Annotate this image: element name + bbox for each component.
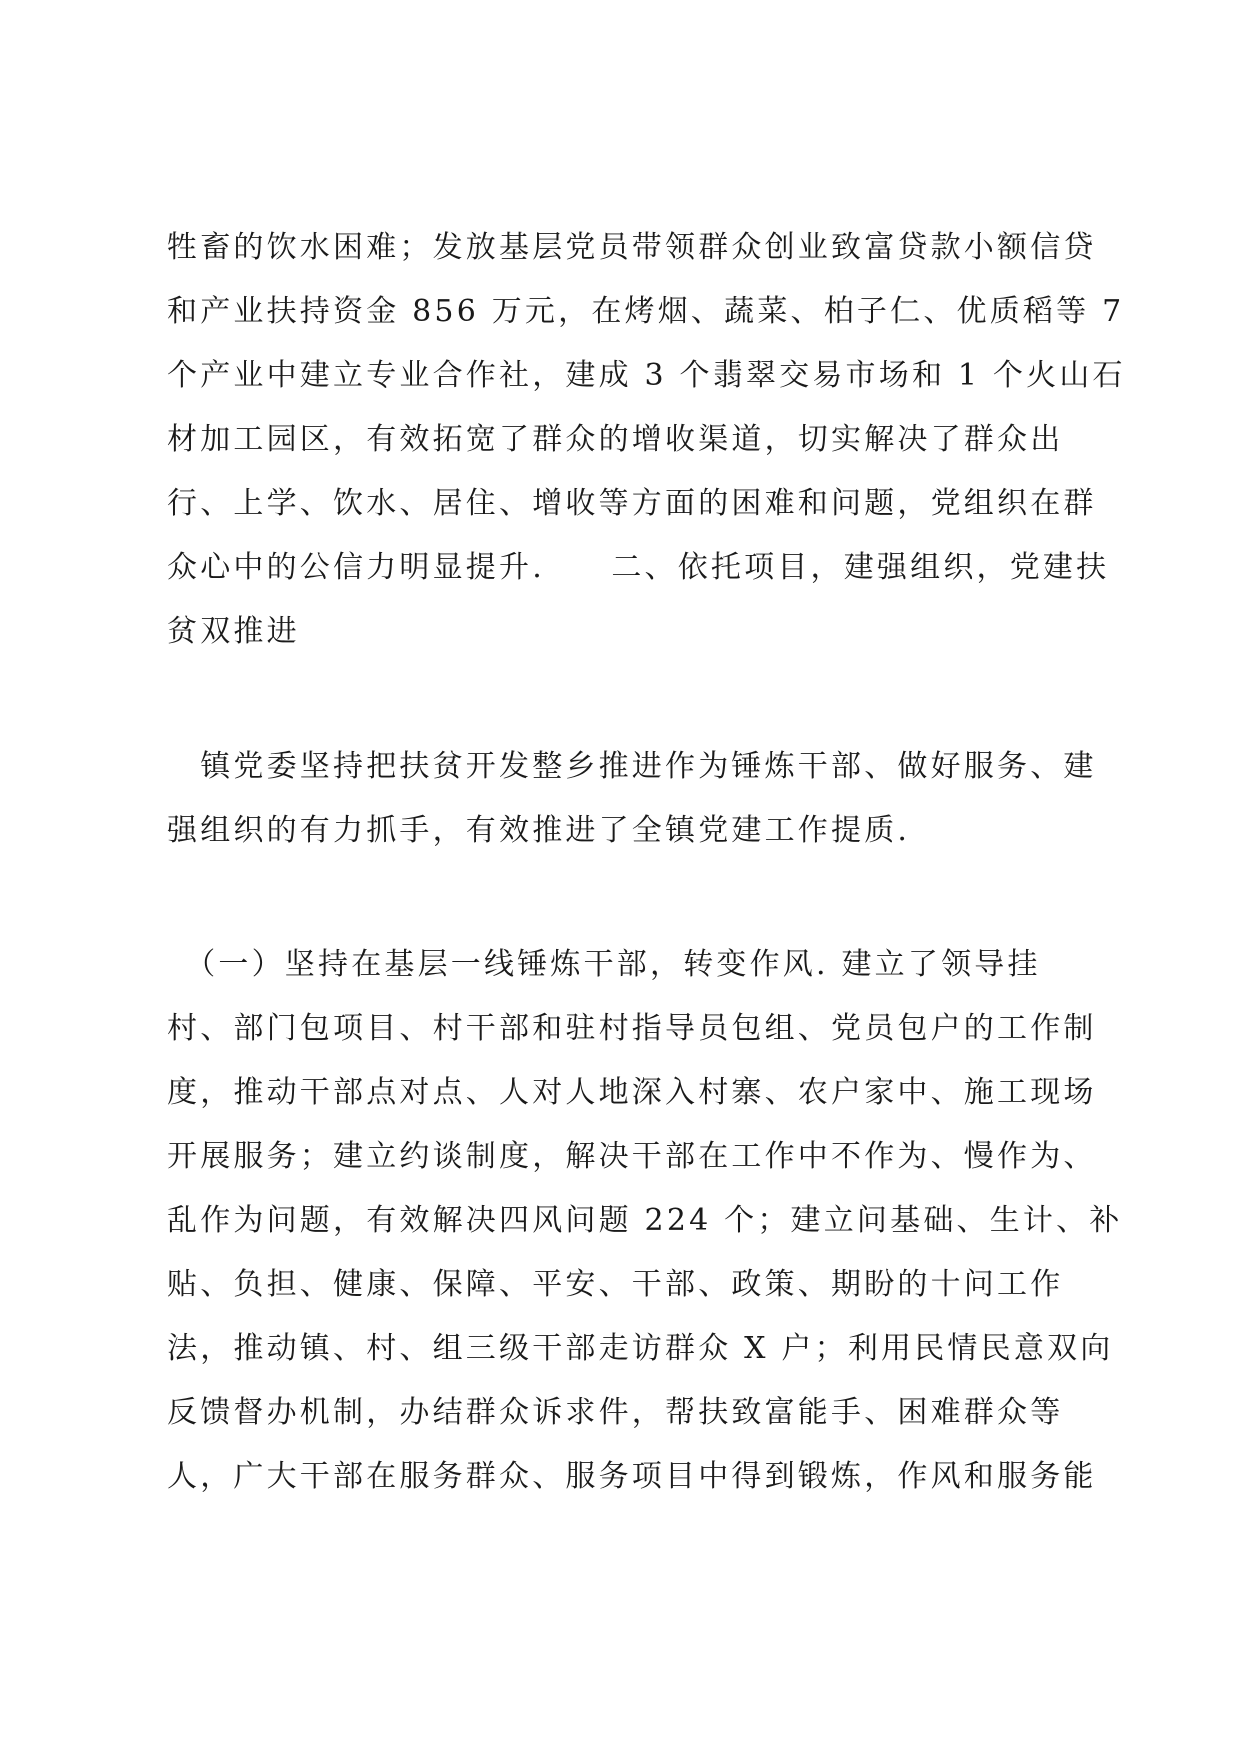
text-line: 贫双推进 <box>167 614 300 649</box>
text-line: 众心中的公信力明显提升. 二、依托项目，建强组织，党建扶 <box>167 550 1110 585</box>
text-line: 材加工园区，有效拓宽了群众的增收渠道，切实解决了群众出 <box>167 422 1064 457</box>
text-line: 强组织的有力抓手，有效推进了全镇党建工作提质. <box>167 813 911 848</box>
text-line: 法，推动镇、村、组三级干部走访群众 X 户；利用民情民意双向 <box>167 1331 1114 1366</box>
text-line: 人，广大干部在服务群众、服务项目中得到锻炼，作风和服务能 <box>167 1459 1097 1494</box>
text-line: 和产业扶持资金 856 万元，在烤烟、蔬菜、柏子仁、优质稻等 7 <box>167 294 1125 329</box>
text-line: 个产业中建立专业合作社，建成 3 个翡翠交易市场和 1 个火山石 <box>167 358 1126 393</box>
text-line: 行、上学、饮水、居住、增收等方面的困难和问题，党组织在群 <box>167 486 1097 521</box>
text-line: 反馈督办机制，办结群众诉求件，帮扶致富能手、困难群众等 <box>167 1395 1064 1430</box>
text-line: 牲畜的饮水困难；发放基层党员带领群众创业致富贷款小额信贷 <box>167 230 1097 265</box>
text-line: 开展服务；建立约谈制度，解决干部在工作中不作为、慢作为、 <box>167 1139 1097 1174</box>
text-line: 镇党委坚持把扶贫开发整乡推进作为锤炼干部、做好服务、建 <box>167 749 1097 784</box>
text-line: 贴、负担、健康、保障、平安、干部、政策、期盼的十问工作 <box>167 1267 1064 1302</box>
text-line: 度，推动干部点对点、人对人地深入村寨、农户家中、施工现场 <box>167 1075 1097 1110</box>
text-line: 乱作为问题，有效解决四风问题 224 个；建立问基础、生计、补 <box>167 1203 1123 1238</box>
text-line: 村、部门包项目、村干部和驻村指导员包组、党员包户的工作制 <box>167 1011 1097 1046</box>
text-line: （一）坚持在基层一线锤炼干部，转变作风. 建立了领导挂 <box>167 947 1041 982</box>
